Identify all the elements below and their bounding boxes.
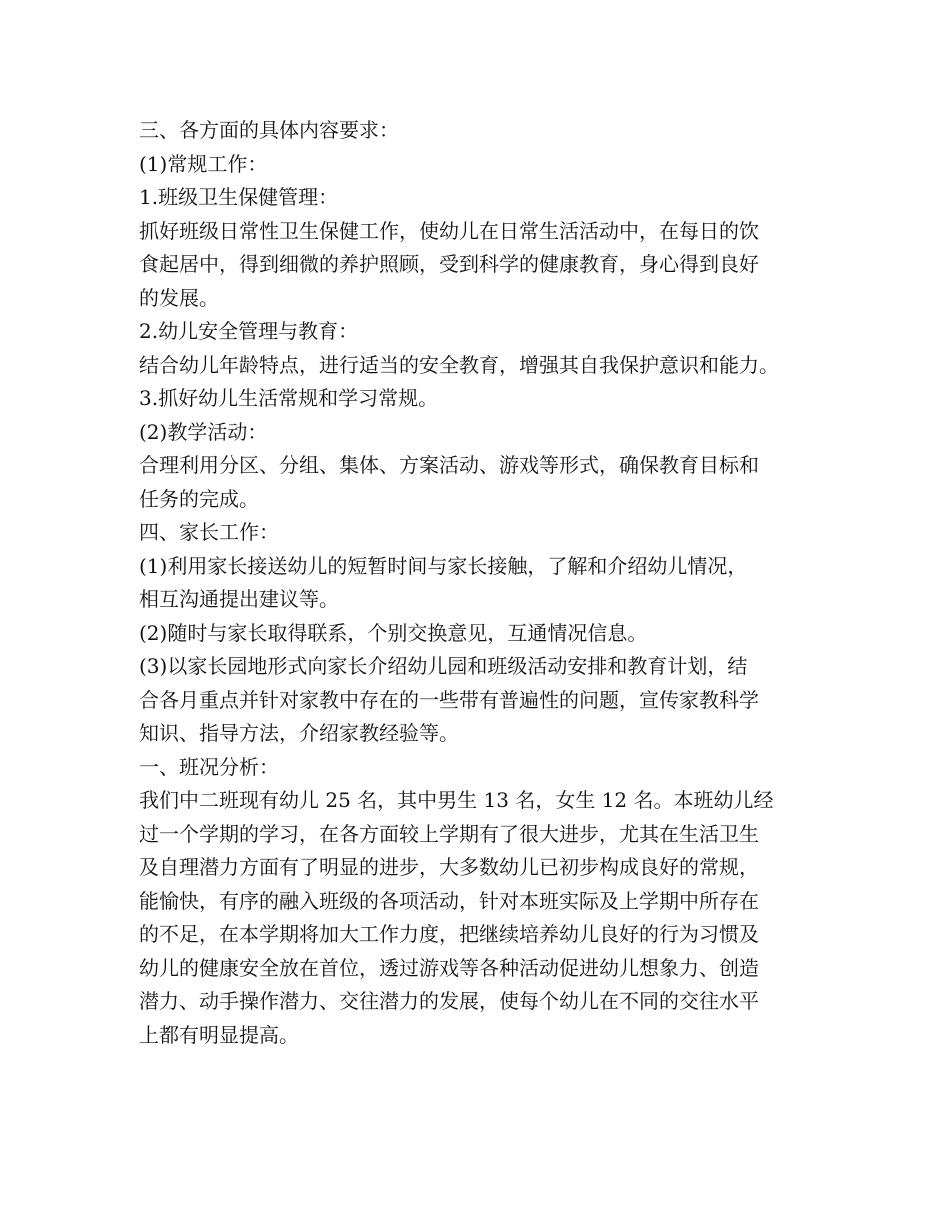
section-heading: 一、班况分析： (139, 754, 279, 779)
paragraph-line: (3)以家长园地形式向家长介绍幼儿园和班级活动安排和教育计划，结 (139, 654, 748, 678)
paragraph-line: 潜力、动手操作潜力、交往潜力的发展，使每个幼儿在不同的交往水平 (139, 989, 759, 1013)
paragraph-line: 结合幼儿年龄特点，进行适当的安全教育，增强其自我保护意识和能力。 (139, 352, 779, 377)
paragraph-line: 合各月重点并针对家教中存在的一些带有普遍性的问题，宣传家教科学 (139, 687, 759, 712)
paragraph-line: 任务的完成。 (139, 486, 259, 511)
item-heading: 3.抓好幼儿生活常规和学习常规。 (139, 386, 439, 410)
paragraph-line: 过一个学期的学习，在各方面较上学期有了很大进步，尤其在生活卫生 (139, 821, 759, 846)
section-heading: 四、家长工作： (139, 520, 279, 544)
subsection-heading: (2)教学活动： (139, 419, 268, 444)
subsection-heading: (1)常规工作： (139, 151, 268, 176)
paragraph-line: 的发展。 (139, 285, 219, 310)
paragraph-line: 能愉快，有序的融入班级的各项活动，针对本班实际及上学期中所存在 (139, 888, 759, 913)
paragraph-line: 食起居中，得到细微的养护照顾，受到科学的健康教育，身心得到良好 (139, 252, 759, 276)
paragraph-line: 幼儿的健康安全放在首位，透过游戏等各种活动促进幼儿想象力、创造 (139, 955, 759, 980)
paragraph-line: 上都有明显提高。 (139, 1022, 299, 1047)
item-heading: 1.班级卫生保健管理： (139, 185, 339, 209)
item-heading: 2.幼儿安全管理与教育： (139, 319, 359, 343)
paragraph-line: 相互沟通提出建议等。 (139, 587, 339, 611)
paragraph-line: 的不足，在本学期将加大工作力度，把继续培养幼儿良好的行为习惯及 (139, 922, 759, 946)
paragraph-line: 合理利用分区、分组、集体、方案活动、游戏等形式，确保教育目标和 (139, 453, 759, 477)
paragraph-line: 抓好班级日常性卫生保健工作，使幼儿在日常生活活动中，在每日的饮 (139, 218, 759, 243)
paragraph-line: 及自理潜力方面有了明显的进步，大多数幼儿已初步构成良好的常规， (139, 855, 759, 879)
section-heading: 三、各方面的具体内容要求： (139, 118, 399, 142)
paragraph-line: 我们中二班现有幼儿 25 名，其中男生 13 名，女生 12 名。本班幼儿经 (139, 788, 774, 812)
paragraph-line: (2)随时与家长取得联系，个别交换意见，互通情况信息。 (139, 620, 648, 645)
document-body (139, 114, 829, 1052)
paragraph-line: 知识、指导方法，介绍家教经验等。 (139, 721, 459, 745)
paragraph-line: (1)利用家长接送幼儿的短暂时间与家长接触，了解和介绍幼儿情况， (139, 553, 748, 578)
